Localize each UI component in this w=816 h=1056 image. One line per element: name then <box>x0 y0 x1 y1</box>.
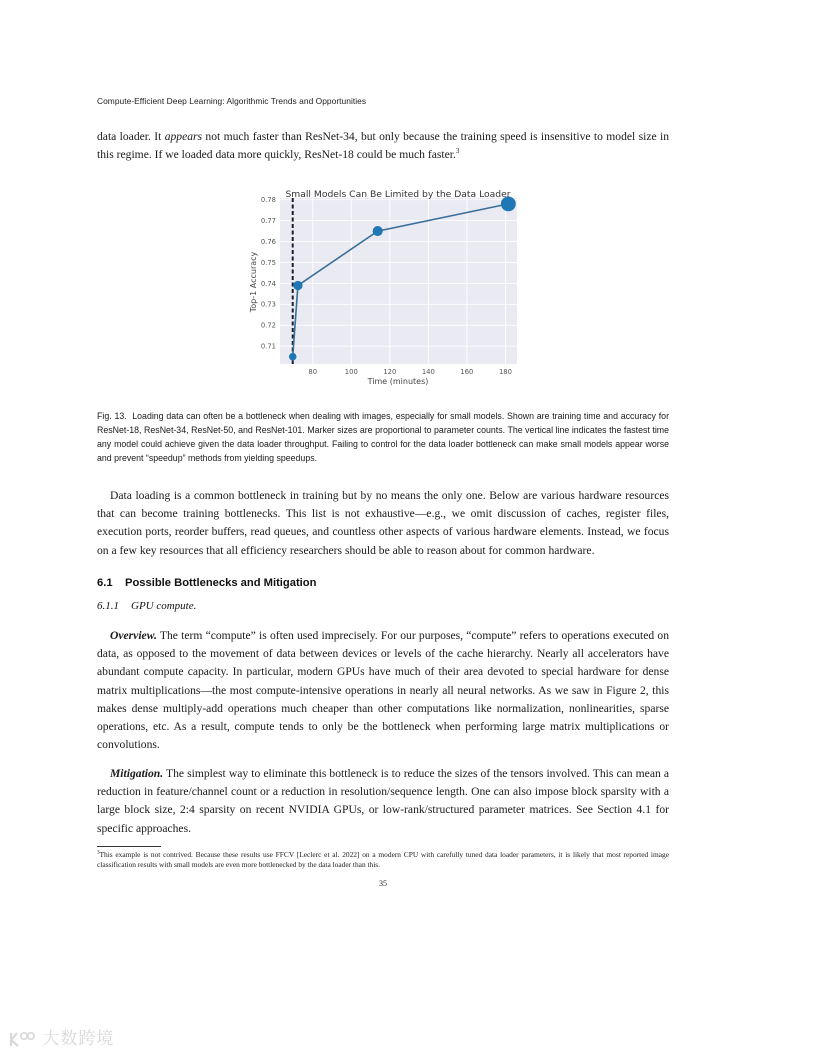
y-tick-labels <box>261 196 276 351</box>
overview-text: The term “compute” is often used imprecisely. For our purposes, “compute” refers to operations executed on data, as opposed to the movement of data between devices or levels of the cache hierarchy. Nearly all accelerators have abundant compute capacity. In particular, modern GPUs have much of their area devoted to special hardware for dense matrix multiplications—the most compute-intensive operations in nearly all neural networks. As we saw in Figure 2, this makes dense multiply-add operations much cheaper than other computations like normalization, nonlinearities, sparse operations, etc. As a result, compute tends to only be the bottleneck when performing large matrix multiplications or convolutions. <box>97 629 669 752</box>
y-tick-label: 0.78 <box>260 196 276 205</box>
intro-text-2: not much faster than ResNet-34, but only because the training speed is insensitive to model size in this regime. If we loaded data more quickly, ResNet-18 could be much faster. <box>97 130 669 162</box>
section-number: 6.1 <box>97 577 113 589</box>
running-head: Compute-Efficient Deep Learning: Algorithmic Trends and Opportunities <box>97 96 367 106</box>
watermark-text: 大数跨境 <box>42 1029 115 1049</box>
page-number: 35 <box>379 879 387 888</box>
y-tick-label: 0.76 <box>260 237 276 246</box>
footnote-divider <box>97 846 161 847</box>
footnote <box>97 850 669 871</box>
x-tick-label: 140 <box>421 368 435 376</box>
subsection-number: 6.1.1 <box>97 600 119 612</box>
data-point-resnet-18 <box>289 353 297 361</box>
y-tick-label: 0.75 <box>260 258 276 267</box>
body-paragraph-1: Data loading is a common bottleneck in training but by no means the only one. Below are various hardware resources that can become training bottlenecks. This list is not exhaustive—e.g., we omit discussion of caches, register files, execution ports, reorder buffers, read queues, and countless other aspects of various hardware elements. Instead, we focus on a few key resources that all efficiency researchers should be able to reason about for common hardware. <box>97 489 669 557</box>
x-tick-label: 160 <box>460 368 474 376</box>
figure-13 <box>245 186 535 391</box>
watermark <box>8 1024 114 1049</box>
x-tick-label: 120 <box>383 368 397 376</box>
x-tick-label: 80 <box>308 368 318 376</box>
footnote-ref[interactable]: 3 <box>455 147 460 156</box>
x-tick-label: 180 <box>498 368 512 376</box>
figure-caption-text: Loading data can often be a bottleneck when dealing with images, especially for small models. Shown are training time and accuracy for ResNet-18, ResNet-34, ResNet-50, and ResNet-101. Marker sizes are proportional to parameter counts. The vertical line indicates the fastest time any model could achieve given the data loader throughput. Failing to control for the data loader bottleneck can make small models appear worse and prevent “speedup” methods from yielding speedups. <box>97 411 669 464</box>
mitigation-paragraph <box>97 765 669 838</box>
y-tick-label: 0.74 <box>260 279 276 288</box>
intro-paragraph <box>97 128 669 164</box>
x-axis-label: Time (minutes) <box>367 377 429 386</box>
section-title: Possible Bottlenecks and Mitigation <box>125 577 317 589</box>
y-tick-label: 0.72 <box>260 321 276 330</box>
y-tick-label: 0.73 <box>260 300 276 309</box>
data-point-resnet-34 <box>293 281 302 290</box>
figure-label: Fig. 13. <box>97 411 127 421</box>
y-tick-label: 0.71 <box>260 342 276 351</box>
section-heading <box>97 577 316 589</box>
plot-background <box>280 198 517 364</box>
overview-paragraph <box>97 627 669 754</box>
data-point-resnet-50 <box>373 226 383 236</box>
brand-logo-icon <box>8 1030 36 1048</box>
figure-caption <box>97 409 669 465</box>
mitigation-label: Mitigation. <box>110 767 164 780</box>
x-tick-label: 100 <box>344 368 358 376</box>
mitigation-text: The simplest way to eliminate this bottleneck is to reduce the sizes of the tensors involved. This can mean a reduction in feature/channel count or a reduction in resolution/sequence length. One can also impose block sparsity with a large block size, 2:4 sparsity on recent NVIDIA GPUs, or low-rank/structured parameter matrices. See Section 4.1 for specific approaches. <box>97 767 669 835</box>
y-axis-label: Top-1 Accuracy <box>249 251 258 313</box>
accuracy-vs-time-chart <box>245 186 535 391</box>
footnote-text: This example is not contrived. Because these results use FFCV [Leclerc et al. 2022] on a modern CPU with carefully tuned data loader parameters, it is likely that most reported image classification results with small models are even more bottlenecked by the data loader than this. <box>97 850 669 870</box>
footnote-marker: 3 <box>97 850 100 856</box>
subsection-heading <box>97 600 196 612</box>
y-tick-label: 0.77 <box>260 217 276 226</box>
chart-title: Small Models Can Be Limited by the Data Loader <box>285 189 511 200</box>
overview-label: Overview. <box>110 629 157 642</box>
intro-text-1: data loader. It <box>97 130 165 143</box>
intro-emphasis: appears <box>164 130 203 143</box>
x-tick-labels <box>308 368 512 376</box>
subsection-title: GPU compute. <box>131 600 197 612</box>
